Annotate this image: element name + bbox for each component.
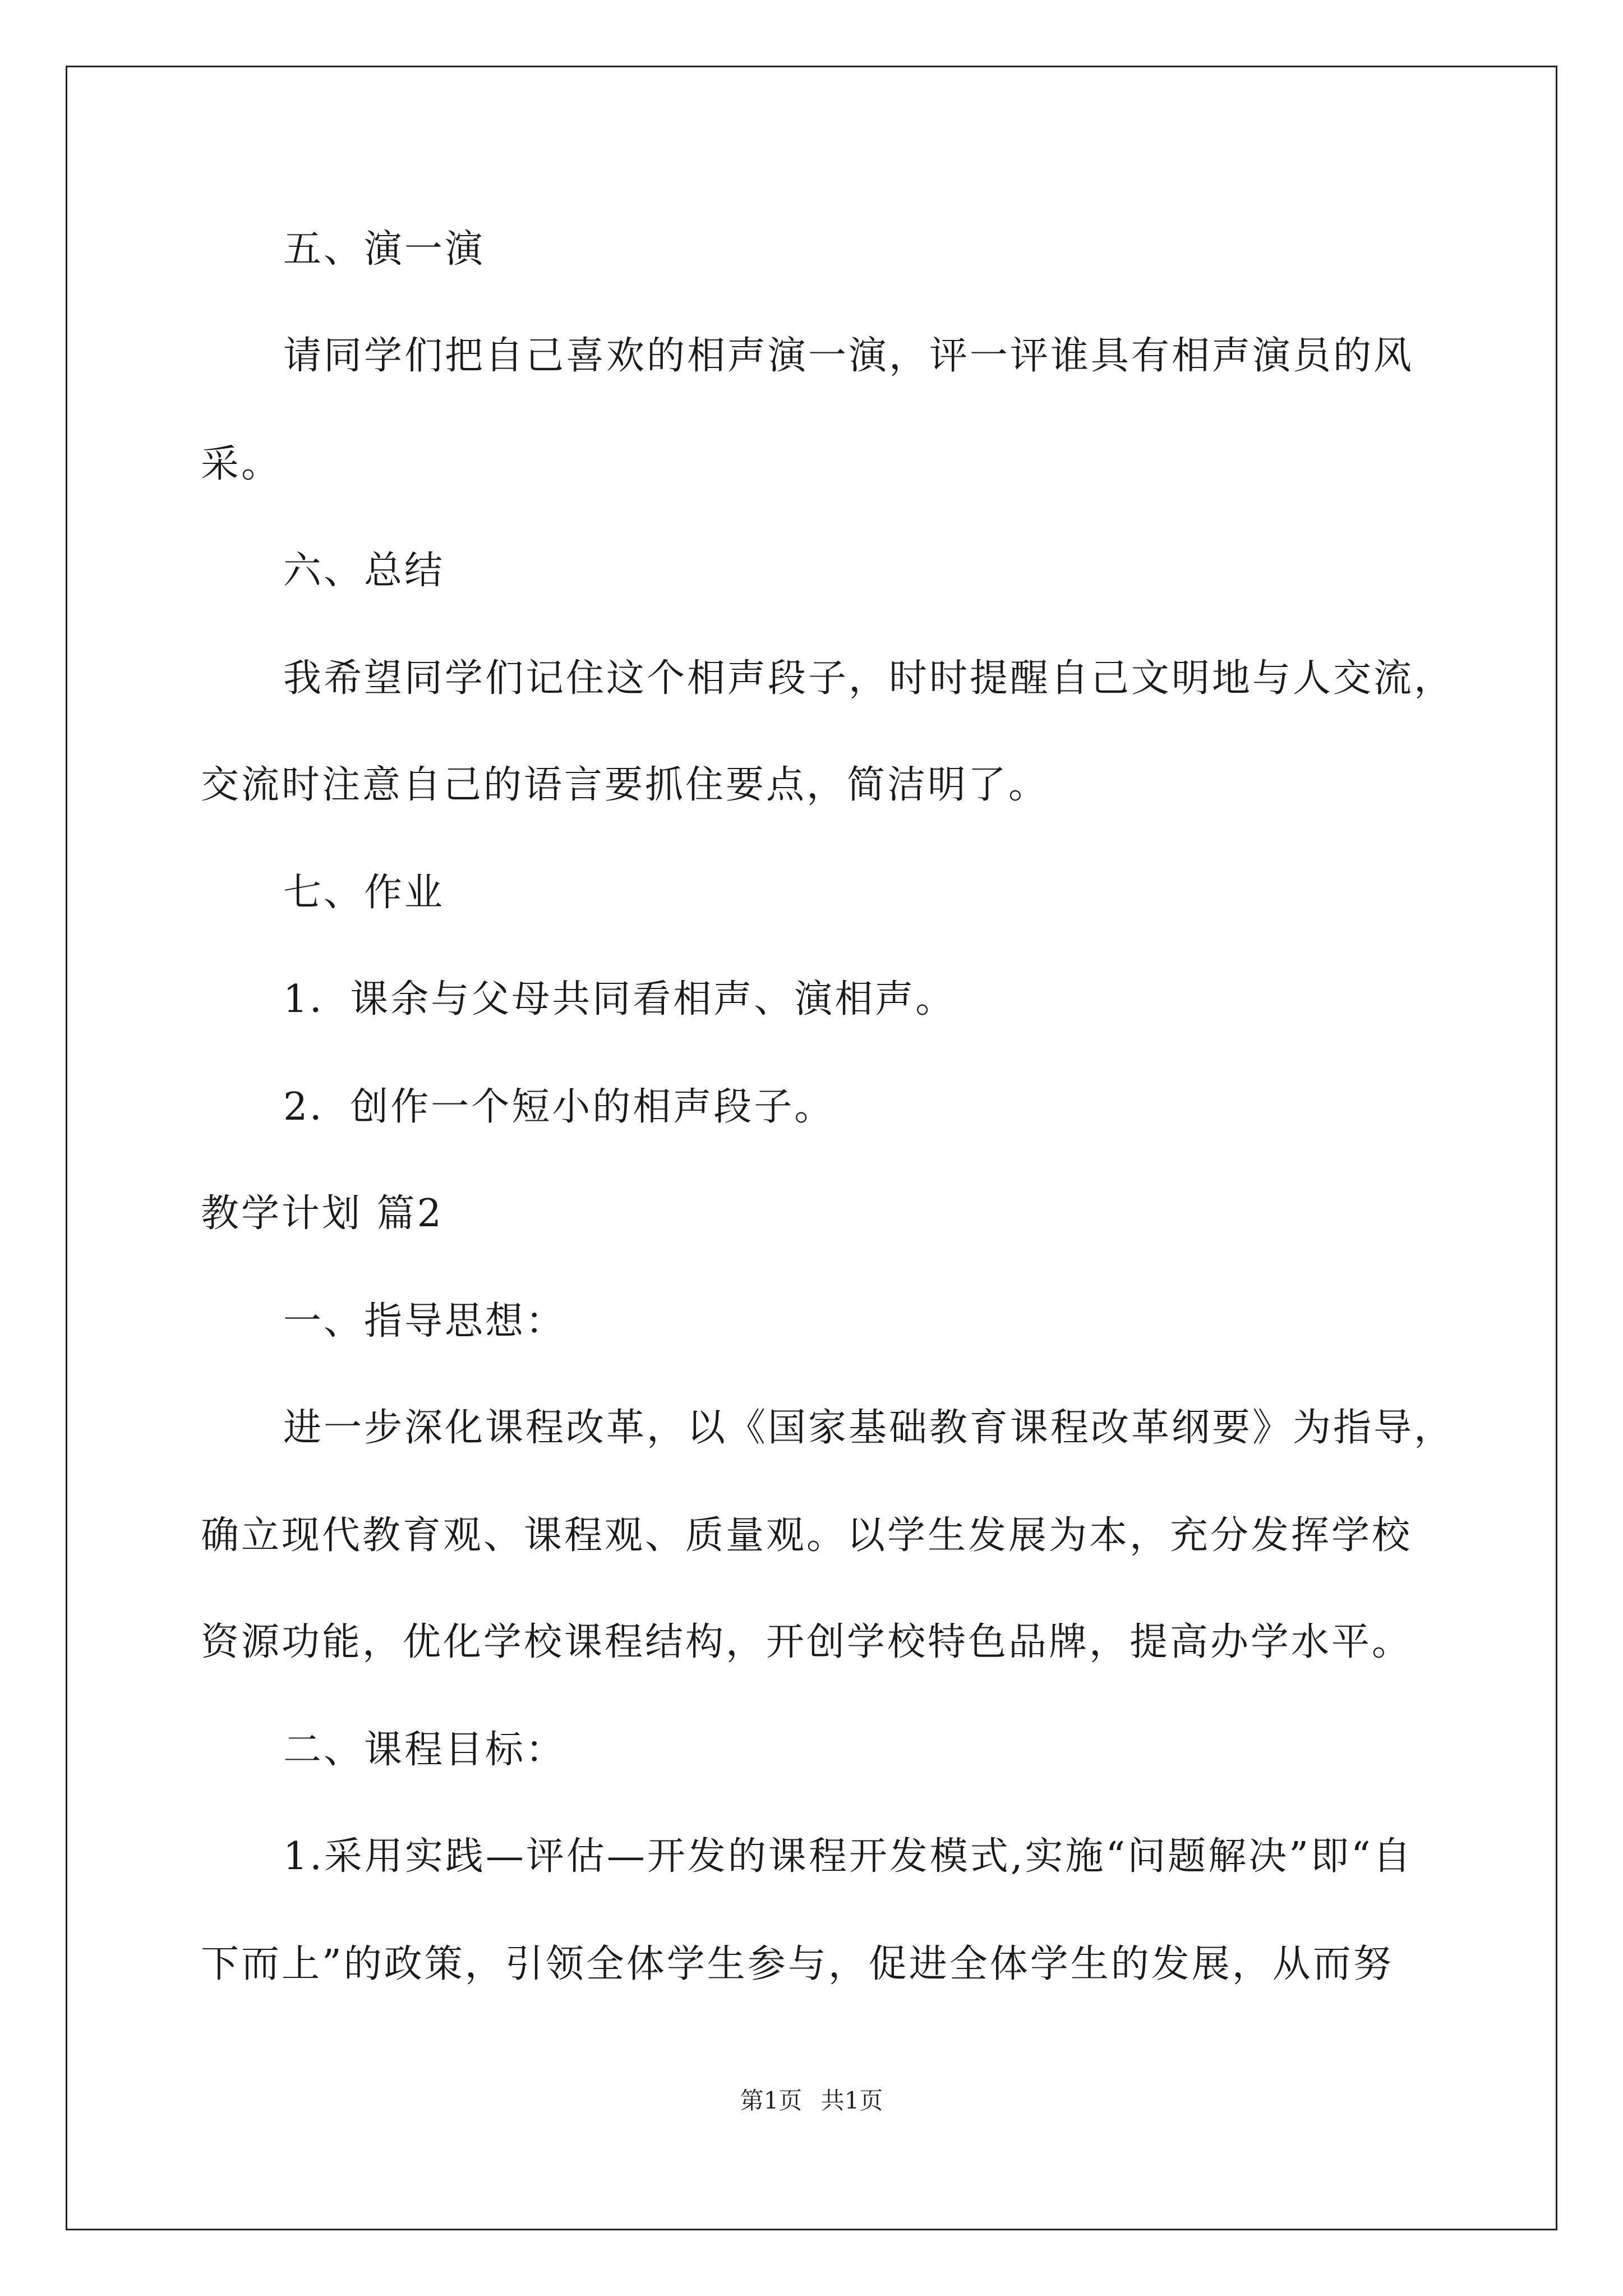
list-item: 2．创作一个短小的相声段子。 [283,1085,835,1129]
paragraph-line: 请同学们把自己喜欢的相声演一演，评一评谁具有相声演员的风 [283,334,1414,378]
page-border [66,66,1557,2230]
section-heading-5: 五、演一演 [283,227,486,272]
paragraph-line: 1.采用实践—评估—开发的课程开发模式,实施“问题解决”即“自 [283,1834,1413,1879]
paragraph-line: 交流时注意自己的语言要抓住要点，简洁明了。 [201,763,1049,807]
paragraph-line: 我希望同学们记住这个相声段子，时时提醒自己文明地与人交流， [283,656,1455,701]
article-title: 教学计划 篇2 [201,1191,444,1236]
section-heading-6: 六、总结 [283,549,445,593]
paragraph-line: 采。 [201,442,282,486]
section-heading-1: 一、指导思想： [283,1299,566,1343]
paragraph-line: 进一步深化课程改革，以《国家基础教育课程改革纲要》为指导， [283,1406,1455,1450]
page-footer [0,2087,1623,2115]
paragraph-line: 资源功能，优化学校课程结构，开创学校特色品牌，提高办学水平。 [201,1620,1413,1664]
section-heading-2: 二、课程目标： [283,1728,566,1772]
paragraph-line: 确立现代教育观、课程观、质量观。以学生发展为本，充分发挥学校 [201,1513,1413,1558]
paragraph-line: 下而上”的政策，引领全体学生参与，促进全体学生的发展，从而努 [201,1942,1394,1986]
page-total: 共1页 [820,2087,883,2114]
section-heading-7: 七、作业 [283,871,445,915]
list-item: 1．课余与父母共同看相声、演相声。 [283,977,956,1022]
page-number: 第1页 [740,2087,803,2114]
